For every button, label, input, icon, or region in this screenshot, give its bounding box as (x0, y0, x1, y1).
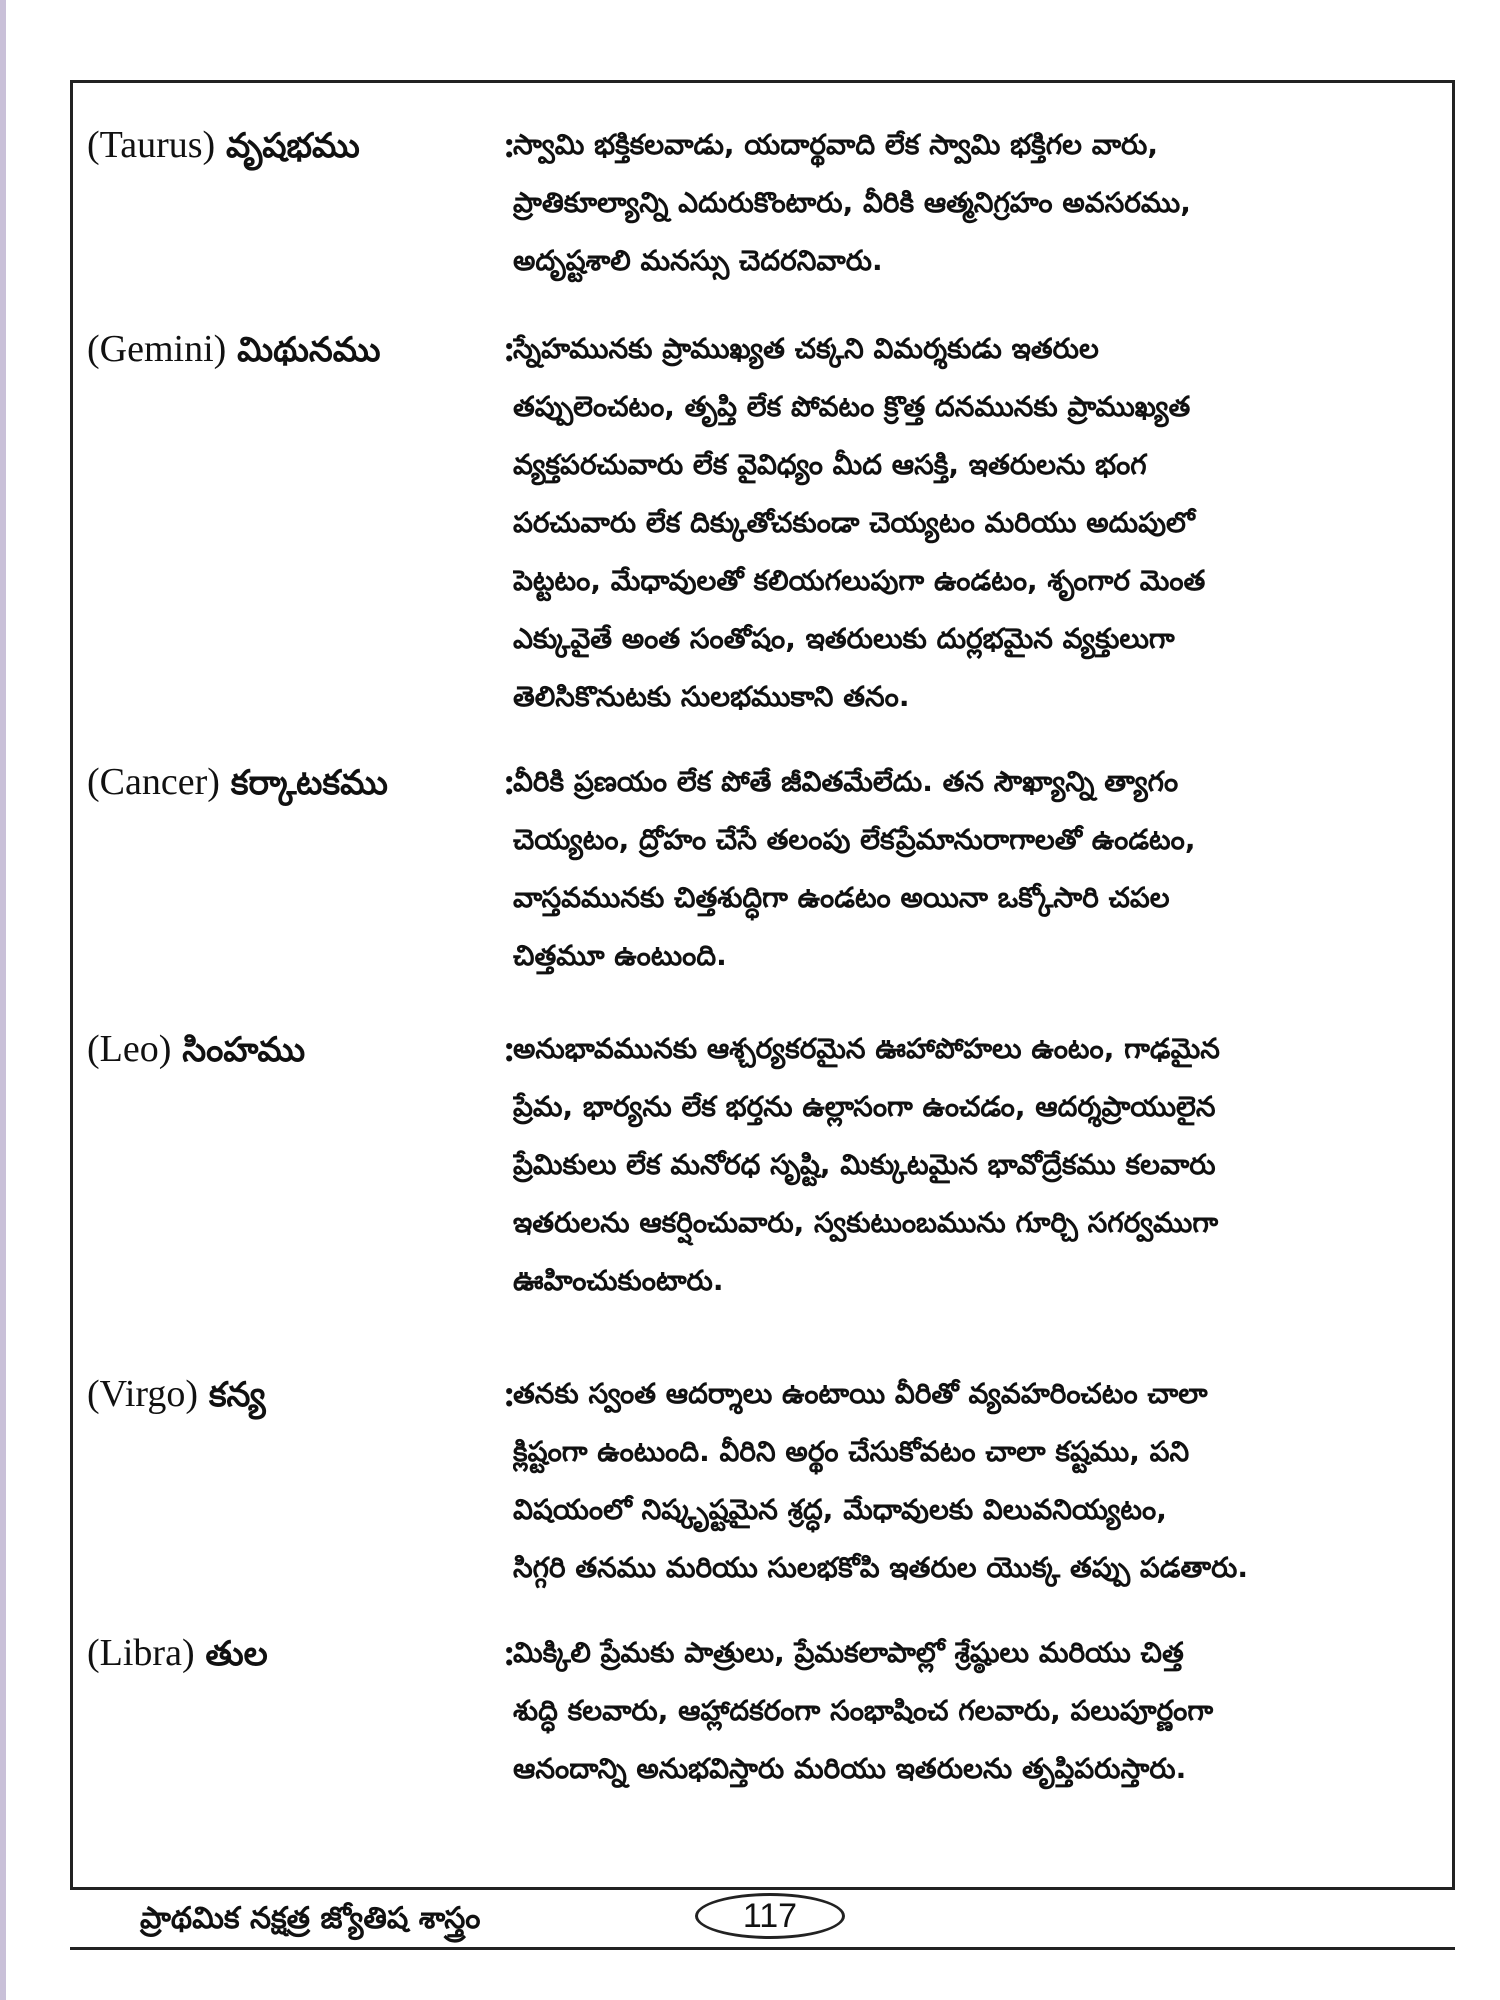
description-line: ప్రేమ, భార్యను లేక భర్తను ఉల్లాసంగా ఉంచడం, ఆదర్శప్రాయులైన (513, 1090, 1216, 1123)
description-line: తనకు స్వంత ఆదర్శాలు ఉంటాయి వీరితో వ్యవహరించటం చాలా (513, 1377, 1208, 1410)
separator-colon: : (503, 761, 516, 803)
sign-english-name: (Libra) (87, 1632, 195, 1674)
description-line: వాస్తవమునకు చిత్తశుద్ధిగా ఉండటం అయినా ఒక్కోసారి చపల (513, 881, 1170, 914)
sign-label (87, 1365, 477, 1424)
sign-label (87, 753, 477, 812)
sign-telugu-name: సింహము (182, 1030, 306, 1070)
sign-telugu-name: మిథునము (237, 330, 381, 370)
sign-telugu-name: వృషభము (226, 126, 360, 166)
page-edge-stripe (0, 0, 6, 2000)
sign-english-name: (Cancer) (87, 761, 220, 803)
separator-colon: : (503, 328, 516, 370)
description-line: పెట్టటం, మేధావులతో కలియగలుపుగా ఉండటం, శృంగార మెంత (513, 564, 1206, 597)
separator-colon: : (503, 1632, 516, 1674)
description-line: శుద్ధి కలవారు, ఆహ్లాదకరంగా సంభాషించ గలవారు, పలుపూర్ణంగా (513, 1694, 1214, 1727)
sign-telugu-name: కర్కాటకము (230, 763, 388, 803)
sign-description (513, 1020, 1443, 1310)
separator-colon: : (503, 1373, 516, 1415)
sign-english-name: (Virgo) (87, 1373, 198, 1415)
description-line: ఆనందాన్ని అనుభవిస్తారు మరియు ఇతరులను తృప్తిపరుస్తారు. (513, 1752, 1187, 1785)
description-line: వీరికి ప్రణయం లేక పోతే జీవితమేలేదు. తన సౌఖ్యాన్ని త్యాగం (513, 765, 1179, 798)
page-footer (70, 1893, 1455, 1953)
sign-label (87, 320, 477, 379)
description-line: అనుభావమునకు ఆశ్చర్యకరమైన ఊహాపోహలు ఉంటం, గాఢమైన (513, 1032, 1220, 1065)
separator-colon: : (503, 124, 516, 166)
description-line: స్వామి భక్తికలవాడు, యదార్థవాది లేక స్వామి భక్తిగల వారు, (513, 128, 1158, 161)
sign-label (87, 1020, 477, 1079)
description-line: చెయ్యటం, ద్రోహం చేసే తలంపు లేకప్రేమానురాగాలతో ఉండటం, (513, 823, 1196, 856)
description-line: సిగ్గరి తనము మరియు సులభకోపి ఇతరుల యొక్క తప్పు పడతారు. (513, 1551, 1248, 1584)
content-frame (70, 80, 1455, 1890)
description-line: ఇతరులను ఆకర్షించువారు, స్వకుటుంబమును గూర్చి సగర్వముగా (513, 1206, 1219, 1239)
description-line: చిత్తమూ ఉంటుంది. (513, 939, 727, 972)
page-number-badge: 117 (695, 1893, 845, 1939)
description-line: మిక్కిలి ప్రేమకు పాత్రులు, ప్రేమకలాపాల్లో శ్రేష్ఠులు మరియు చిత్త (513, 1636, 1184, 1669)
description-line: తప్పులెంచటం, తృప్తి లేక పోవటం క్రొత్త దనమునకు ప్రాముఖ్యత (513, 390, 1191, 423)
separator-colon: : (503, 1028, 516, 1070)
sign-description (513, 320, 1443, 726)
sign-english-name: (Taurus) (87, 124, 216, 166)
book-title: ప్రాథమిక నక్షత్ర జ్యోతిష శాస్త్రం (140, 1901, 481, 1936)
sign-english-name: (Leo) (87, 1028, 172, 1070)
sign-telugu-name: కన్య (208, 1375, 266, 1415)
description-line: ఊహించుకుంటారు. (513, 1264, 724, 1297)
description-line: పరచువారు లేక దిక్కుతోచకుండా చెయ్యటం మరియు అదుపులో (513, 506, 1195, 539)
sign-description (513, 1365, 1443, 1597)
sign-description (513, 1624, 1443, 1798)
description-line: ఎక్కువైతే అంత సంతోషం, ఇతరులుకు దుర్లభమైన వ్యక్తులుగా (513, 622, 1175, 655)
sign-label (87, 1624, 477, 1683)
description-line: ప్రేమికులు లేక మనోరధ సృష్టి, మిక్కుటమైన భావోద్రేకము కలవారు (513, 1148, 1216, 1181)
sign-telugu-name: తుల (205, 1634, 268, 1674)
sign-label (87, 116, 477, 175)
description-line: విషయంలో నిష్కృష్టమైన శ్రద్ధ, మేధావులకు విలువనియ్యటం, (513, 1493, 1167, 1526)
description-line: ప్రాతికూల్యాన్ని ఎదురుకొంటారు, వీరికి ఆత్మనిగ్రహం అవసరము, (513, 186, 1191, 219)
description-line: అదృష్టశాలి మనస్సు చెదరనివారు. (513, 244, 883, 277)
description-line: వ్యక్తపరచువారు లేక వైవిధ్యం మీద ఆసక్తి, ఇతరులను భంగ (513, 448, 1147, 481)
sign-description (513, 753, 1443, 985)
description-line: స్నేహమునకు ప్రాముఖ్యత చక్కని విమర్శకుడు ఇతరుల (513, 332, 1099, 365)
sign-description (513, 116, 1443, 290)
description-line: తెలిసికొనుటకు సులభముకాని తనం. (513, 680, 910, 713)
description-line: క్లిష్టంగా ఉంటుంది. వీరిని అర్థం చేసుకోవటం చాలా కష్టము, పని (513, 1435, 1190, 1468)
sign-english-name: (Gemini) (87, 328, 227, 370)
footer-divider (70, 1947, 1455, 1950)
